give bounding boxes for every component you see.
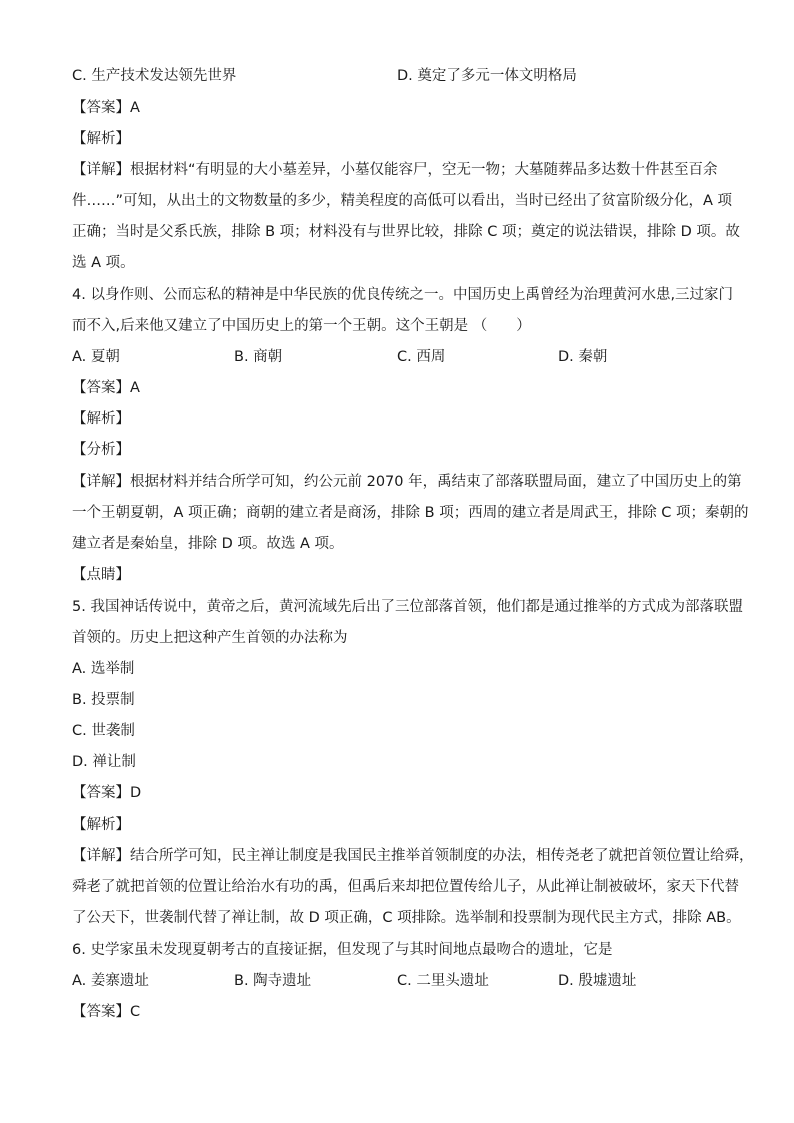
detail-tag: 【详解】 <box>72 474 130 490</box>
q4-answer <box>72 378 140 398</box>
q5-option-c: C. 世袭制 <box>72 723 135 739</box>
q5-answer <box>72 783 141 803</box>
answer-tag: 【答案】 <box>72 785 130 801</box>
answer-tag: 【答案】 <box>72 380 130 396</box>
q3-detail-line-4: 选 A 项。 <box>72 255 135 271</box>
q6-answer <box>72 1002 140 1022</box>
q4-option-b: B. 商朝 <box>234 349 283 365</box>
q3-detail-line-1 <box>72 160 718 180</box>
detail-text: 根据材料“有明显的大小墓差异，小墓仅能容尸，空无一物；大墓随葬品多达数十件甚至百余 <box>130 162 718 178</box>
q4-fenxi-tag: 【分析】 <box>72 442 130 458</box>
q3-analysis-tag: 【解析】 <box>72 131 130 147</box>
q6-stem: 6. 史学家虽未发现夏朝考古的直接证据，但发现了与其时间地点最吻合的遗址，它是 <box>72 942 613 958</box>
q4-stem-line-2: 而不入,后来他又建立了中国历史上的第一个王朝。这个王朝是 （ ） <box>72 318 531 334</box>
q4-option-d: D. 秦朝 <box>558 349 608 365</box>
q4-detail-line-2: 一个王朝夏朝，A 项正确；商朝的建立者是商汤，排除 B 项；西周的建立者是周武王，排除 C 项；秦朝的 <box>72 505 749 521</box>
q6-option-b: B. 陶寺遗址 <box>234 973 312 989</box>
q4-detail-line-1 <box>72 472 742 492</box>
q4-option-c: C. 西周 <box>397 349 446 365</box>
answer-tag: 【答案】 <box>72 100 130 116</box>
detail-text: 根据材料并结合所学可知，约公元前 2070 年，禹结束了部落联盟局面，建立了中国历史上的第 <box>130 474 742 490</box>
answer-tag: 【答案】 <box>72 1004 130 1020</box>
q5-stem-line-2: 首领的。历史上把这种产生首领的办法称为 <box>72 630 348 646</box>
q6-option-a: A. 姜寨遗址 <box>72 973 149 989</box>
q5-analysis-tag: 【解析】 <box>72 817 130 833</box>
q5-detail-line-3: 了公天下，世袭制代替了禅让制，故 D 项正确，C 项排除。选举制和投票制为现代民主方式，排除 AB。 <box>72 910 741 926</box>
q5-option-d: D. 禅让制 <box>72 754 136 770</box>
q4-option-a: A. 夏朝 <box>72 349 120 365</box>
detail-tag: 【详解】 <box>72 848 130 864</box>
q6-option-d: D. 殷墟遗址 <box>558 973 637 989</box>
answer-value: C <box>130 1004 141 1020</box>
q4-detail-line-3: 建立者是秦始皇，排除 D 项。故选 A 项。 <box>72 536 344 552</box>
q5-detail-line-2: 舜老了就把首领的位置让给治水有功的禹，但禹后来却把位置传给儿子，从此禅让制被破坏，家天下代替 <box>72 879 739 895</box>
q5-option-b: B. 投票制 <box>72 692 135 708</box>
q4-analysis-tag: 【解析】 <box>72 411 130 427</box>
answer-value: A <box>130 380 140 396</box>
q5-option-a: A. 选举制 <box>72 661 135 677</box>
q4-dianjing-tag: 【点睛】 <box>72 567 130 583</box>
q5-stem-line-1: 5. 我国神话传说中，黄帝之后，黄河流域先后出了三位部落首领，他们都是通过推举的方式成为部落联盟 <box>72 599 743 615</box>
q5-detail-line-1 <box>72 846 754 866</box>
detail-tag: 【详解】 <box>72 162 130 178</box>
q4-stem-line-1: 4. 以身作则、公而忘私的精神是中华民族的优良传统之一。中国历史上禹曾经为治理黄河水患,三过家门 <box>72 287 734 303</box>
detail-text: 结合所学可知，民主禅让制度是我国民主推举首领制度的办法，相传尧老了就把首领位置让给舜， <box>130 848 754 864</box>
q3-detail-line-2: 件……”可知，从出土的文物数量的多少，精美程度的高低可以看出，当时已经出了贫富阶级分化，A 项 <box>72 193 733 209</box>
q6-option-c: C. 二里头遗址 <box>397 973 489 989</box>
answer-value: D <box>130 785 142 801</box>
q3-answer <box>72 98 140 118</box>
q3-detail-line-3: 正确；当时是父系氏族，排除 B 项；材料没有与世界比较，排除 C 项；奠定的说法错误，排除 D 项。故 <box>72 224 740 240</box>
answer-value: A <box>130 100 140 116</box>
q3-option-d: D. 奠定了多元一体文明格局 <box>397 68 577 84</box>
q3-option-c: C. 生产技术发达领先世界 <box>72 68 237 84</box>
